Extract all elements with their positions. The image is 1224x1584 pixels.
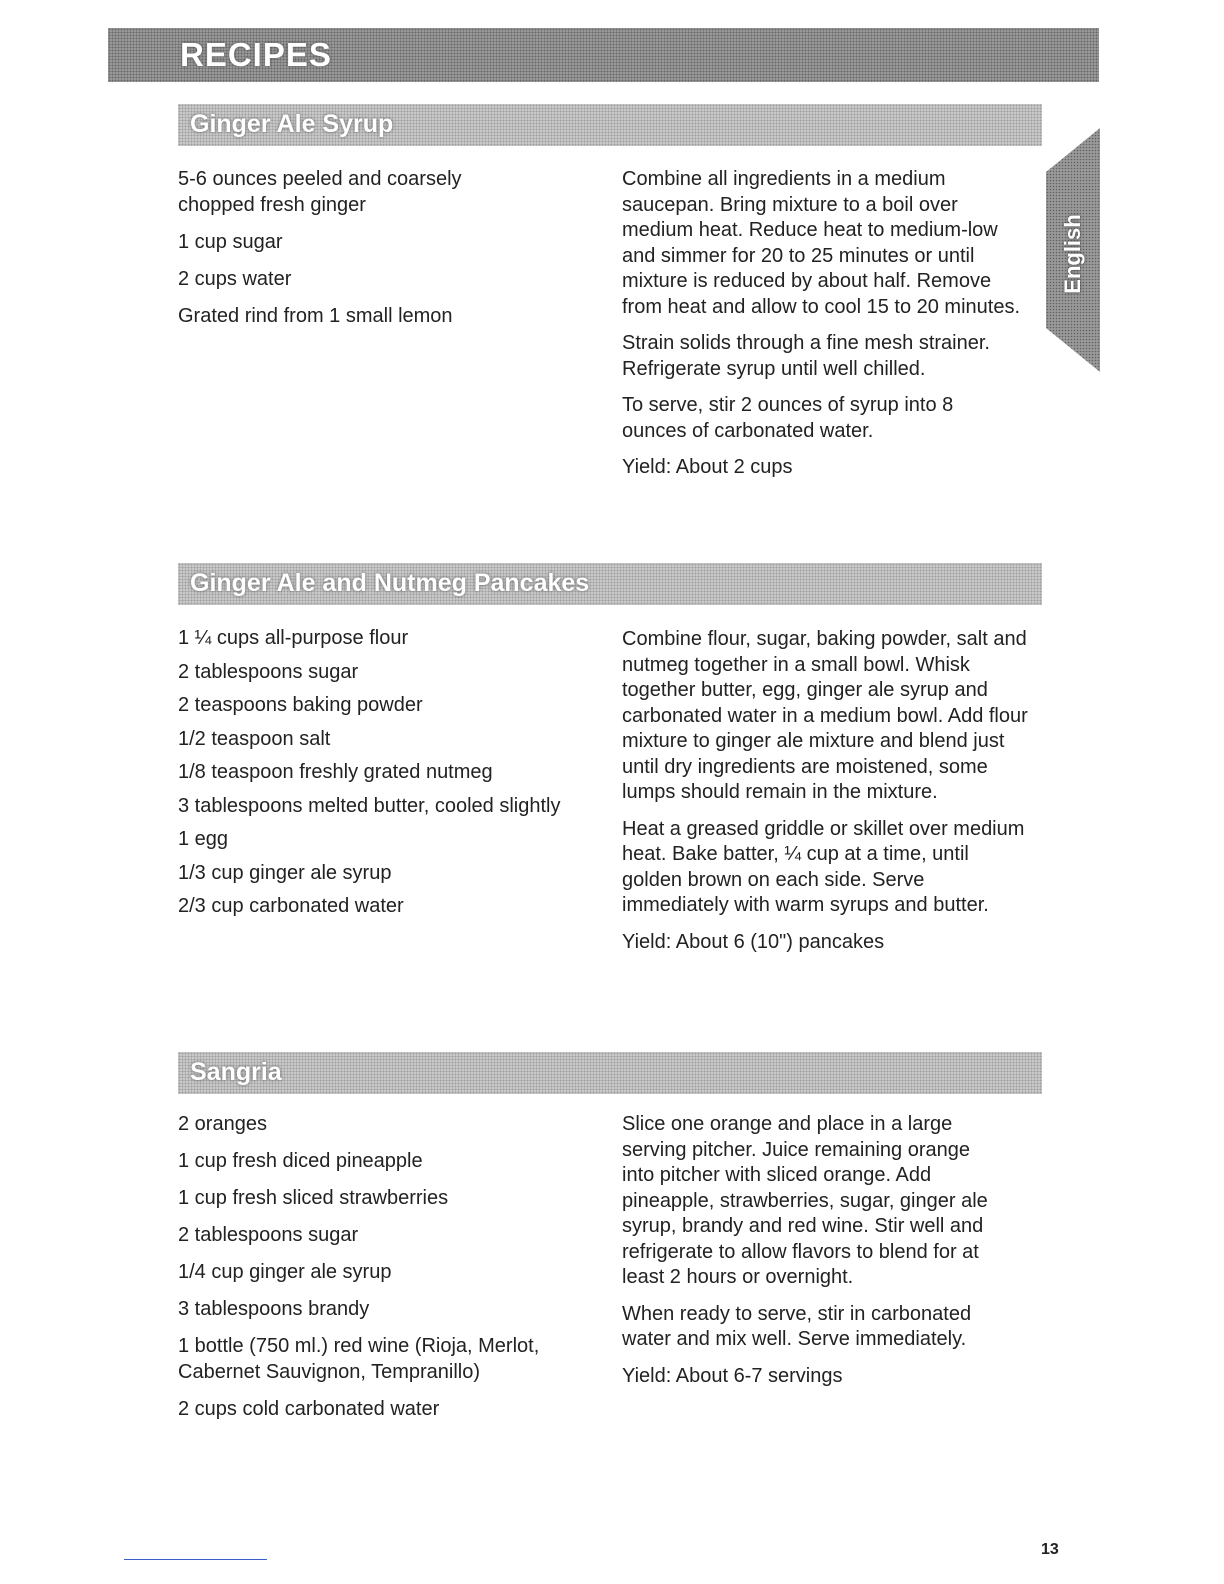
ingredient-item: Grated rind from 1 small lemon (178, 304, 453, 327)
ingredient-item: 2 teaspoons baking powder (178, 694, 423, 716)
ingredient-item: 1/4 cup ginger ale syrup (178, 1261, 392, 1283)
ingredient-item: 2/3 cup carbonated water (178, 895, 404, 917)
ingredient-item: 1 ¼ cups all-purpose flour (178, 627, 409, 649)
direction-paragraph: Heat a greased griddle or skillet over medium heat. Bake batter, ¼ cup at a time, until golden brown on each side. Serve immediately with warm syrups and butter. (622, 817, 1025, 916)
directions-sangria (622, 1112, 1002, 1400)
page-header-bar (108, 28, 1099, 82)
ingredients-list-ginger-ale-syrup (178, 167, 508, 341)
ingredient-item: 1/2 teaspoon salt (178, 727, 331, 750)
ingredients-list-sangria (178, 1112, 578, 1434)
ingredient-item: 2 tablespoons sugar (178, 660, 359, 683)
ingredient-item: 2 cups cold carbonated water (178, 1397, 440, 1420)
yield-text: Yield: About 2 cups (622, 456, 793, 478)
direction-paragraph: Slice one orange and place in a large serving pitcher. Juice remaining orange into pitcher with sliced orange. Add pineapple, strawberries, sugar, ginger ale syrup, brandy and red wine. Stir well and refrigerate to allow flavors to blend for at least 2 hours or overnight. (622, 1113, 988, 1288)
section-bar-ginger-ale-syrup (178, 104, 1042, 146)
ingredient-item: 2 tablespoons sugar (178, 1224, 359, 1246)
section-bar-pancakes (178, 563, 1042, 605)
section-bar-sangria (178, 1052, 1042, 1094)
direction-paragraph: Combine flour, sugar, baking powder, salt and nutmeg together in a small bowl. Whisk together butter, egg, ginger ale syrup and carbonated water in a medium bowl. Add flour mixture to ginger ale mixture and blend just until dry ingredients are moistened, some lumps should remain in the mixture. (622, 628, 1028, 803)
page-number: 13 (1041, 1541, 1059, 1558)
direction-paragraph: When ready to serve, stir in carbonated water and mix well. Serve immediately. (622, 1302, 972, 1350)
ingredient-item: 1/3 cup ginger ale syrup (178, 861, 392, 884)
page-title: RECIPES (180, 36, 332, 73)
ingredient-item: 1 bottle (750 ml.) red wine (Rioja, Merlot, Cabernet Sauvignon, Tempranillo) (178, 1335, 540, 1383)
ingredient-item: 1 cup fresh sliced strawberries (178, 1187, 449, 1209)
section-title: Sangria (190, 1058, 282, 1086)
ingredient-item: 5-6 ounces peeled and coarsely chopped fresh ginger (178, 168, 462, 216)
directions-pancakes (622, 627, 1032, 966)
directions-ginger-ale-syrup (622, 167, 1022, 492)
ingredient-item: 2 oranges (178, 1113, 267, 1135)
ingredient-item: 1/8 teaspoon freshly grated nutmeg (178, 761, 493, 783)
section-title: Ginger Ale and Nutmeg Pancakes (190, 569, 590, 597)
direction-paragraph: Strain solids through a fine mesh strainer. Refrigerate syrup until well chilled. (622, 332, 990, 380)
footer-rule (124, 1559, 267, 1560)
ingredient-item: 1 cup sugar (178, 230, 283, 253)
direction-paragraph: To serve, stir 2 ounces of syrup into 8 ounces of carbonated water. (622, 394, 954, 442)
direction-paragraph: Combine all ingredients in a medium saucepan. Bring mixture to a boil over medium heat. Reduce heat to medium-low and simmer for 20 to 25 minutes or until mixture is reduced by about half. Remove from heat and allow to cool 15 to 20 minutes. (622, 168, 1021, 318)
language-tab-label: English (1060, 214, 1085, 294)
ingredients-list-pancakes (178, 627, 598, 929)
ingredient-item: 3 tablespoons brandy (178, 1298, 370, 1320)
language-tab (1046, 128, 1100, 372)
ingredient-item: 1 egg (178, 828, 229, 850)
ingredient-item: 2 cups water (178, 267, 292, 290)
section-title: Ginger Ale Syrup (190, 110, 394, 138)
yield-text: Yield: About 6-7 servings (622, 1364, 843, 1387)
yield-text: Yield: About 6 (10") pancakes (622, 930, 885, 953)
ingredient-item: 1 cup fresh diced pineapple (178, 1150, 423, 1172)
ingredient-item: 3 tablespoons melted butter, cooled slightly (178, 794, 561, 817)
